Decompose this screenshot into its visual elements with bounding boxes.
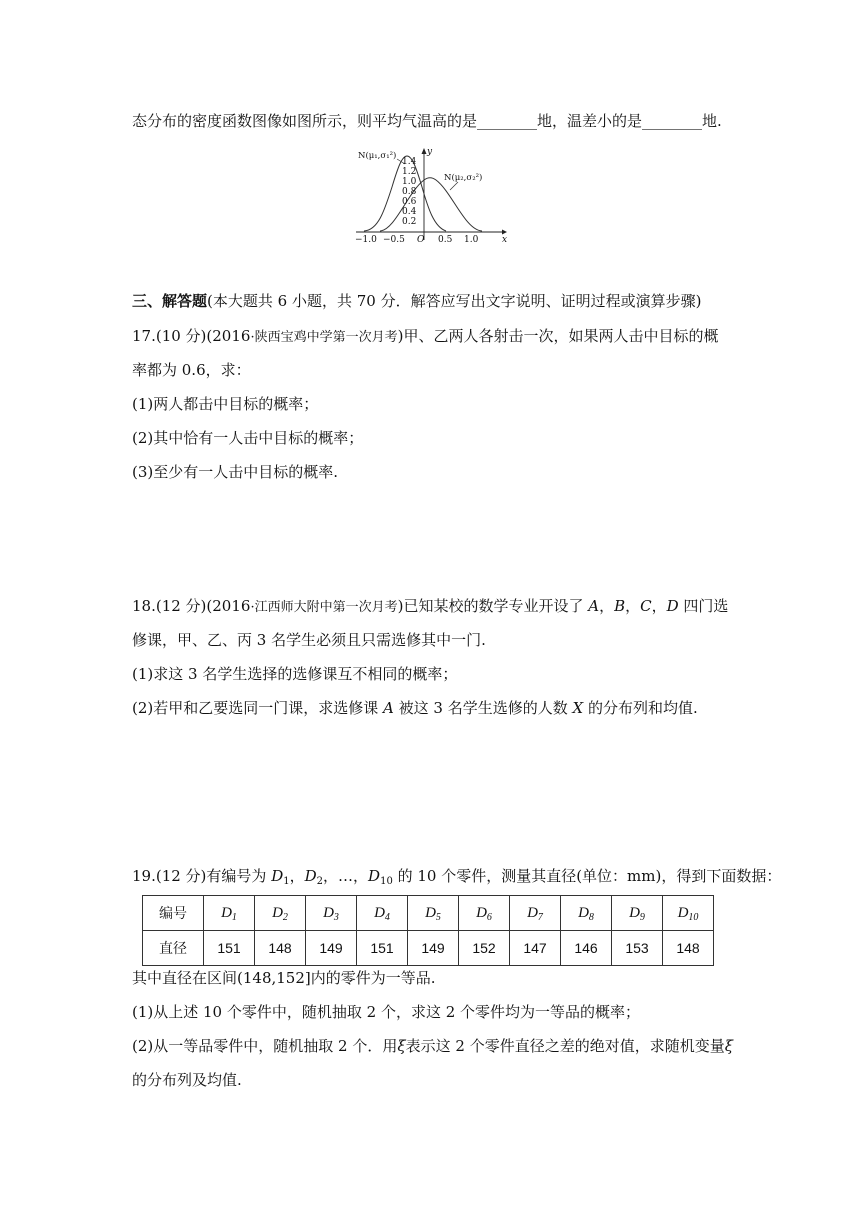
table-cell-id: $D_8$ xyxy=(561,896,612,931)
table-cell-diameter: 149 xyxy=(408,931,459,966)
variable-x: X xyxy=(572,699,584,717)
separator: ， xyxy=(625,597,641,615)
separator: ， xyxy=(323,867,339,885)
y-tick: 0.4 xyxy=(402,207,417,217)
x-axis-arrow xyxy=(502,230,507,235)
y-tick: 0.2 xyxy=(402,217,417,227)
q19-part-2 xyxy=(132,1035,733,1057)
q18-p2-text: 的分布列和均值. xyxy=(583,699,698,717)
course-d: D xyxy=(666,597,679,615)
subscript: 2 xyxy=(316,876,324,887)
y-tick: 1.0 xyxy=(402,177,417,187)
q19-p2-text: (2)从一等品零件中，随机抽取 2 个．用 xyxy=(132,1037,398,1055)
q18-p2-text: (2)若甲和乙要选同一门课，求选修课 xyxy=(132,699,384,717)
x-tick: 1.0 xyxy=(464,235,479,245)
q18-text: )已知某校的数学专业开设了 xyxy=(397,597,589,615)
q18-text-end: 四门选 xyxy=(678,597,729,615)
separator: ， xyxy=(599,597,615,615)
diameter-table xyxy=(142,895,714,966)
subscript: 1 xyxy=(283,876,290,887)
table-cell-diameter: 149 xyxy=(306,931,357,966)
section-note: (本大题共 6 小题，共 70 分．解答应写出文字说明、证明过程或演算步骤) xyxy=(207,292,702,310)
origin-label: O xyxy=(417,235,425,245)
row-label-diameter: 直径 xyxy=(143,931,204,966)
q18-part-2 xyxy=(132,697,698,719)
table-cell-id: $D_5$ xyxy=(408,896,459,931)
variable-xi: ξ xyxy=(724,1037,733,1055)
q19-line-1 xyxy=(132,865,781,887)
q16-tail-line xyxy=(132,110,722,132)
normal-density-figure xyxy=(350,142,510,247)
table-cell-diameter: 147 xyxy=(510,931,561,966)
curve-2-label: N(μ₂,σ₂²) xyxy=(444,173,483,183)
q19-text: 的 10 个零件，测量其直径(单位：mm)，得到下面数据： xyxy=(392,867,782,885)
table-cell-diameter: 151 xyxy=(204,931,255,966)
q17-line-1 xyxy=(132,325,718,349)
q17-text: )甲、乙两人各射击一次，如果两人击中目标的概 xyxy=(397,327,719,345)
table-cell-diameter: 148 xyxy=(663,931,714,966)
table-cell-id: $D_6$ xyxy=(459,896,510,931)
q16-text-1: 态分布的密度函数图像如图所示，则平均气温高的是 xyxy=(132,112,478,130)
table-row-diameters xyxy=(143,931,714,966)
x-tick: −0.5 xyxy=(383,235,405,245)
q16-text-2: 地，温差小的是 xyxy=(537,112,643,130)
table-cell-diameter: 151 xyxy=(357,931,408,966)
y-axis-label: y xyxy=(427,147,433,157)
table-cell-id: $D_3$ xyxy=(306,896,357,931)
table-row-ids xyxy=(143,896,714,931)
q17-line-2: 率都为 0.6，求： xyxy=(132,361,251,379)
q18-part-1: (1)求这 3 名学生选择的选修课互不相同的概率； xyxy=(132,665,458,683)
answer-blank-1[interactable]: ________ xyxy=(477,112,538,130)
y-tick: 1.4 xyxy=(402,157,417,167)
course-a: A xyxy=(383,699,394,717)
y-tick: 0.6 xyxy=(402,197,417,207)
table-cell-id: $D_4$ xyxy=(357,896,408,931)
ellipsis: …， xyxy=(338,867,369,885)
q18-line-1 xyxy=(132,595,728,619)
separator: ， xyxy=(651,597,667,615)
q16-text-3: 地. xyxy=(702,112,722,130)
q19-p2-text: 表示这 2 个零件直径之差的绝对值，求随机变量 xyxy=(405,1037,725,1055)
q19-part-2-cont: 的分布列及均值. xyxy=(132,1071,242,1089)
course-b: B xyxy=(614,597,626,615)
y-tick: 1.2 xyxy=(402,167,417,177)
course-c: C xyxy=(640,597,652,615)
subscript: 10 xyxy=(380,876,393,887)
section-title: 三、解答题 xyxy=(132,292,208,310)
curve-2-pointer xyxy=(450,182,458,190)
separator: ， xyxy=(289,867,305,885)
answer-blank-2[interactable]: ________ xyxy=(642,112,703,130)
table-cell-id: $D_9$ xyxy=(612,896,663,931)
table-cell-id: $D_2$ xyxy=(255,896,306,931)
q18-source: ·江西师大附中第一次月考 xyxy=(250,600,398,615)
table-cell-diameter: 153 xyxy=(612,931,663,966)
q19-number: 19.(12 分)有编号为 xyxy=(132,867,272,885)
q17-part-3: (3)至少有一人击中目标的概率. xyxy=(132,463,339,481)
q17-part-2: (2)其中恰有一人击中目标的概率； xyxy=(132,429,364,447)
x-axis-label: x xyxy=(502,235,508,245)
course-a: A xyxy=(588,597,600,615)
table-cell-diameter: 148 xyxy=(255,931,306,966)
x-tick: −1.0 xyxy=(355,235,377,245)
curve-2 xyxy=(380,178,482,231)
curve-1-label: N(μ₁,σ₁²) xyxy=(358,151,397,161)
part-d1: D xyxy=(271,867,284,885)
q19-part-1: (1)从上述 10 个零件中，随机抽取 2 个，求这 2 个零件均为一等品的概率； xyxy=(132,1003,641,1021)
row-label-id: 编号 xyxy=(143,896,204,931)
y-tick: 0.8 xyxy=(402,187,417,197)
q18-line-2: 修课，甲、乙、丙 3 名学生必须且只需选修其中一门. xyxy=(132,631,486,649)
table-cell-diameter: 152 xyxy=(459,931,510,966)
q19-after-table: 其中直径在区间(148,152]内的零件为一等品. xyxy=(132,969,436,987)
section-3-heading xyxy=(132,290,701,312)
q18-p2-text: 被这 3 名学生选修的人数 xyxy=(393,699,573,717)
table-cell-id: $D_1$ xyxy=(204,896,255,931)
q18-number: 18.(12 分)(2016 xyxy=(132,597,251,615)
x-tick: 0.5 xyxy=(438,235,453,245)
q17-number: 17.(10 分)(2016 xyxy=(132,327,251,345)
table-cell-id: $D_{10}$ xyxy=(663,896,714,931)
part-d2: D xyxy=(304,867,317,885)
table-cell-diameter: 146 xyxy=(561,931,612,966)
variable-xi: ξ xyxy=(397,1037,406,1055)
part-d10: D xyxy=(368,867,381,885)
table-cell-id: $D_7$ xyxy=(510,896,561,931)
q17-source: ·陕西宝鸡中学第一次月考 xyxy=(250,330,398,345)
y-axis-arrow xyxy=(422,148,427,154)
q17-part-1: (1)两人都击中目标的概率； xyxy=(132,395,319,413)
